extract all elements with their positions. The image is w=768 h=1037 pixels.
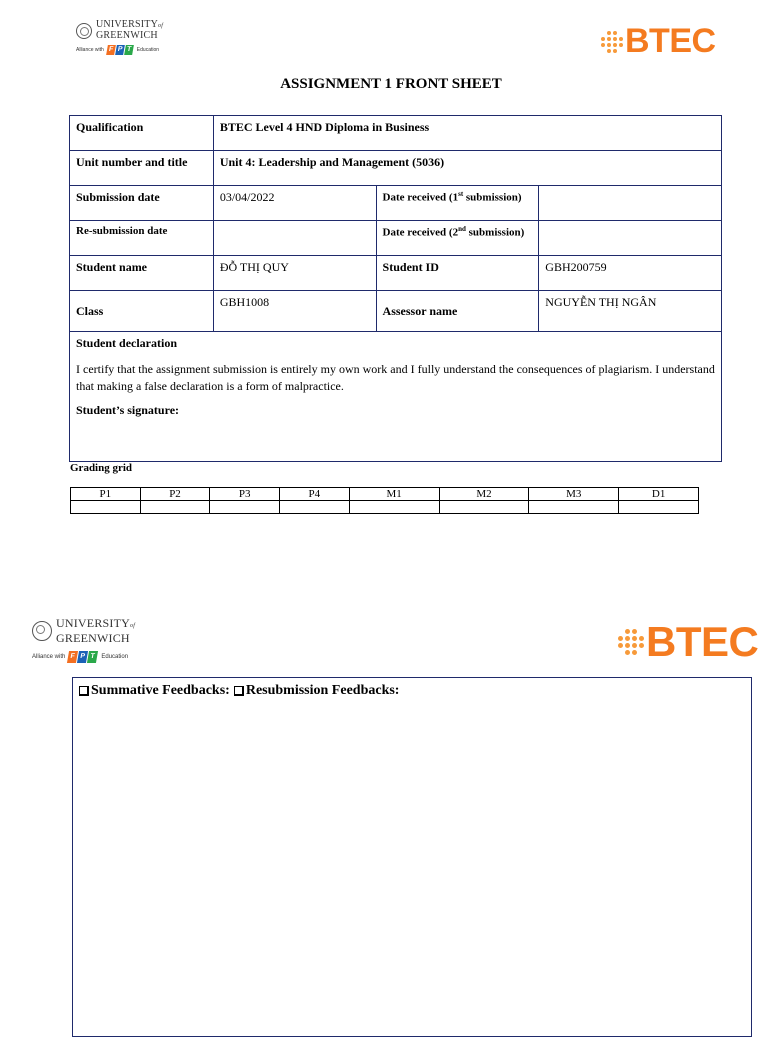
grade-d1: D1 <box>619 488 699 501</box>
fpt-letter-t: T <box>87 651 98 663</box>
fpt-letter-t: T <box>124 45 134 55</box>
grade-m2: M2 <box>439 488 529 501</box>
signature-label: Student’s signature: <box>76 403 180 417</box>
university-word: UNIVERSITY <box>56 616 130 630</box>
assessor-value: NGUYỄN THỊ NGÂN <box>539 291 722 332</box>
university-word: UNIVERSITY <box>96 19 158 30</box>
btec-wordmark: BTEC <box>625 22 716 60</box>
university-logo-2 <box>32 617 135 663</box>
greenwich-word: GREENWICH <box>96 30 158 41</box>
grading-grid-label: Grading grid <box>70 462 133 474</box>
row-unit <box>70 151 722 186</box>
class-value: GBH1008 <box>213 291 376 332</box>
fpt-letter-p: P <box>77 651 88 663</box>
university-of: of <box>130 623 136 629</box>
declaration-title: Student declaration <box>76 336 178 350</box>
row-class <box>70 291 722 332</box>
university-of: of <box>158 23 164 29</box>
resubmission-date-label: Re-submission date <box>70 221 214 256</box>
declaration-cell <box>70 332 722 462</box>
grade-cell[interactable] <box>529 501 619 514</box>
submission-date-value: 03/04/2022 <box>213 186 376 221</box>
btec-logo <box>601 22 716 61</box>
front-sheet-table <box>69 115 722 462</box>
unit-label: Unit number and title <box>70 151 214 186</box>
btec-dots-icon <box>601 31 623 53</box>
greenwich-word: GREENWICH <box>56 631 130 645</box>
grading-grid-value-row <box>71 501 699 514</box>
row-declaration <box>70 332 722 462</box>
assessor-label: Assessor name <box>376 291 539 332</box>
page-title: ASSIGNMENT 1 FRONT SHEET <box>280 76 502 92</box>
grade-cell[interactable] <box>210 501 280 514</box>
feedback-box <box>72 677 752 1037</box>
fpt-logo <box>68 651 98 663</box>
grading-grid-table <box>70 487 699 514</box>
declaration-text: I certify that the assignment submission is entirely my own work and I fully understand the consequences of plagiarism. I understand that making a false declaration is a form of malpractice. <box>76 362 715 393</box>
resubmission-date-value <box>213 221 376 256</box>
alliance-line <box>32 651 135 663</box>
grade-m1: M1 <box>349 488 439 501</box>
grade-p3: P3 <box>210 488 280 501</box>
date-received-2-value <box>539 221 722 256</box>
class-label: Class <box>70 291 214 332</box>
resubmission-checkbox-icon[interactable] <box>234 686 244 696</box>
qualification-label: Qualification <box>70 116 214 151</box>
student-id-label: Student ID <box>376 256 539 291</box>
university-logo <box>76 20 163 55</box>
grade-p4: P4 <box>280 488 350 501</box>
alliance-prefix: Alliance with <box>76 47 104 53</box>
date-received-2-label: Date received (2nd submission) <box>376 221 539 256</box>
grade-cell[interactable] <box>619 501 699 514</box>
row-student <box>70 256 722 291</box>
alliance-line <box>76 45 163 55</box>
summative-checkbox-icon[interactable] <box>79 686 89 696</box>
grade-cell[interactable] <box>280 501 350 514</box>
student-name-value: ĐỖ THỊ QUY <box>213 256 376 291</box>
grade-m3: M3 <box>529 488 619 501</box>
crest-icon <box>76 23 92 39</box>
grade-cell[interactable] <box>71 501 141 514</box>
feedback-header <box>79 683 399 699</box>
alliance-suffix: Education <box>101 654 129 660</box>
student-id-value: GBH200759 <box>539 256 722 291</box>
submission-date-label: Submission date <box>70 186 214 221</box>
grade-p1: P1 <box>71 488 141 501</box>
grade-cell[interactable] <box>140 501 210 514</box>
row-qualification <box>70 116 722 151</box>
grade-cell[interactable] <box>439 501 529 514</box>
btec-dots-icon <box>618 629 644 655</box>
alliance-prefix: Alliance with <box>32 654 66 660</box>
crest-icon <box>32 621 52 641</box>
resubmission-feedback-label: Resubmission Feedbacks: <box>245 683 400 698</box>
summative-feedback-label: Summative Feedbacks: <box>91 683 230 698</box>
fpt-letter-f: F <box>106 45 116 55</box>
btec-wordmark: BTEC <box>646 618 759 665</box>
row-resubmission <box>70 221 722 256</box>
fpt-letter-p: P <box>115 45 125 55</box>
fpt-logo <box>107 45 134 55</box>
student-name-label: Student name <box>70 256 214 291</box>
date-received-1-label: Date received (1st submission) <box>376 186 539 221</box>
qualification-value: BTEC Level 4 HND Diploma in Business <box>213 116 721 151</box>
date-received-1-value <box>539 186 722 221</box>
alliance-suffix: Education <box>136 47 160 53</box>
row-submission <box>70 186 722 221</box>
unit-value: Unit 4: Leadership and Management (5036) <box>213 151 721 186</box>
btec-logo-2 <box>618 618 758 666</box>
fpt-letter-f: F <box>67 651 78 663</box>
grade-p2: P2 <box>140 488 210 501</box>
grade-cell[interactable] <box>349 501 439 514</box>
grading-grid-header-row <box>71 488 699 501</box>
